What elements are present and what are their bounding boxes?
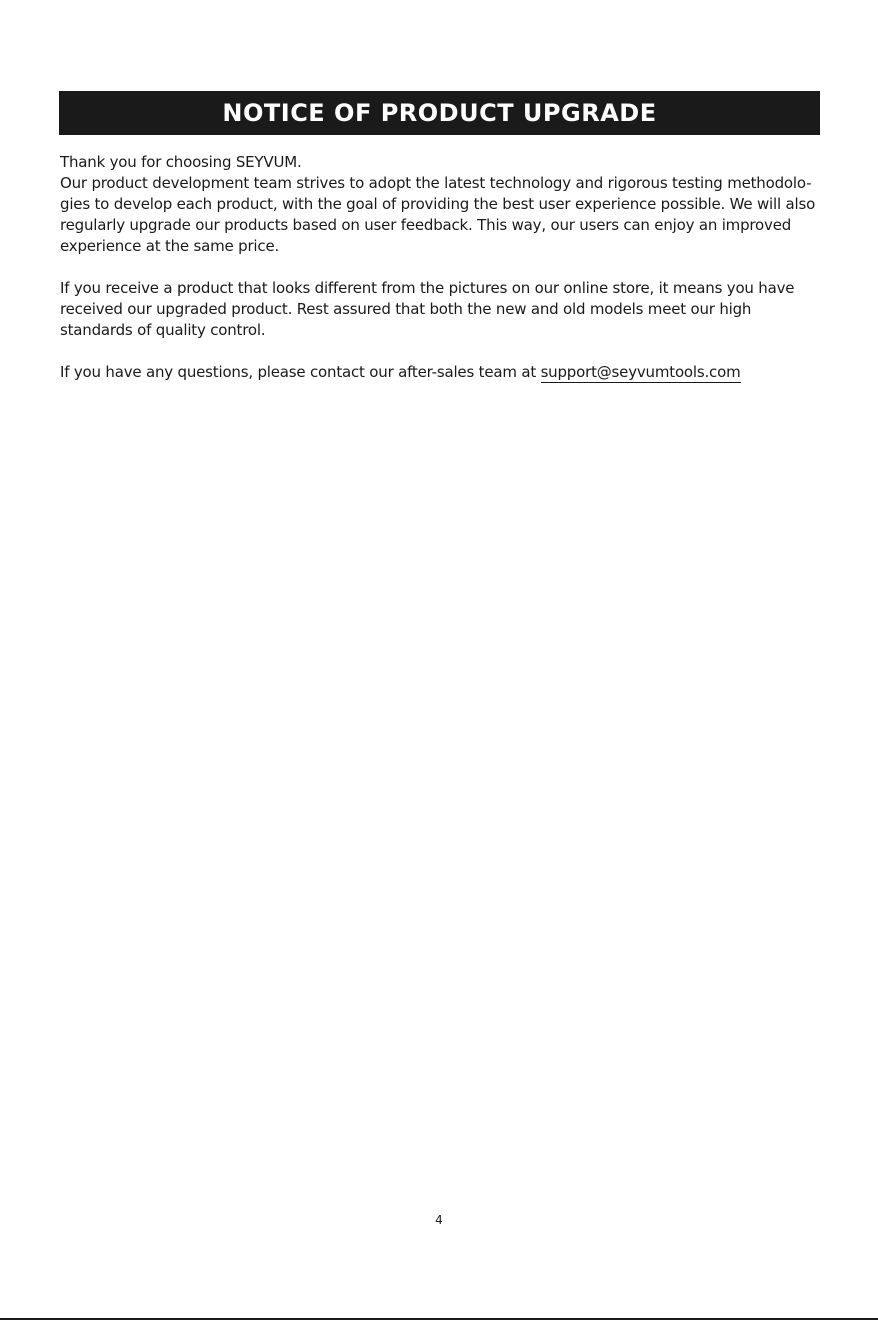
page-title: NOTICE OF PRODUCT UPGRADE: [222, 99, 657, 127]
contact-line: [60, 362, 830, 383]
paragraph-line: regularly upgrade our products based on user feedback. This way, our users can enjoy an improved: [60, 216, 792, 234]
paragraph-contact: [60, 362, 830, 383]
title-banner: [59, 91, 820, 135]
contact-prefix: If you have any questions, please contact our after-sales team at: [60, 363, 541, 381]
paragraph-line: received our upgraded product. Rest assured that both the new and old models meet our high: [60, 300, 752, 318]
paragraph-line: standards of quality control.: [60, 321, 266, 339]
greeting-text: [60, 152, 830, 173]
paragraph-upgrade: [60, 278, 830, 341]
greeting-line: Thank you for choosing SEYVUM.: [60, 153, 302, 171]
page-number: 4: [435, 1213, 443, 1227]
paragraph-line: Our product development team strives to adopt the latest technology and rigorous testing methodolo-: [60, 174, 812, 192]
paragraph-line: If you receive a product that looks different from the pictures on our online store, it means you have: [60, 279, 795, 297]
support-email-link[interactable]: support@seyvumtools.com: [540, 363, 741, 381]
paragraph-line: experience at the same price.: [60, 237, 280, 255]
notice-body: [60, 152, 830, 383]
paragraph-development: [60, 173, 830, 257]
paragraph-line: gies to develop each product, with the goal of providing the best user experience possible. We will also: [60, 195, 816, 213]
